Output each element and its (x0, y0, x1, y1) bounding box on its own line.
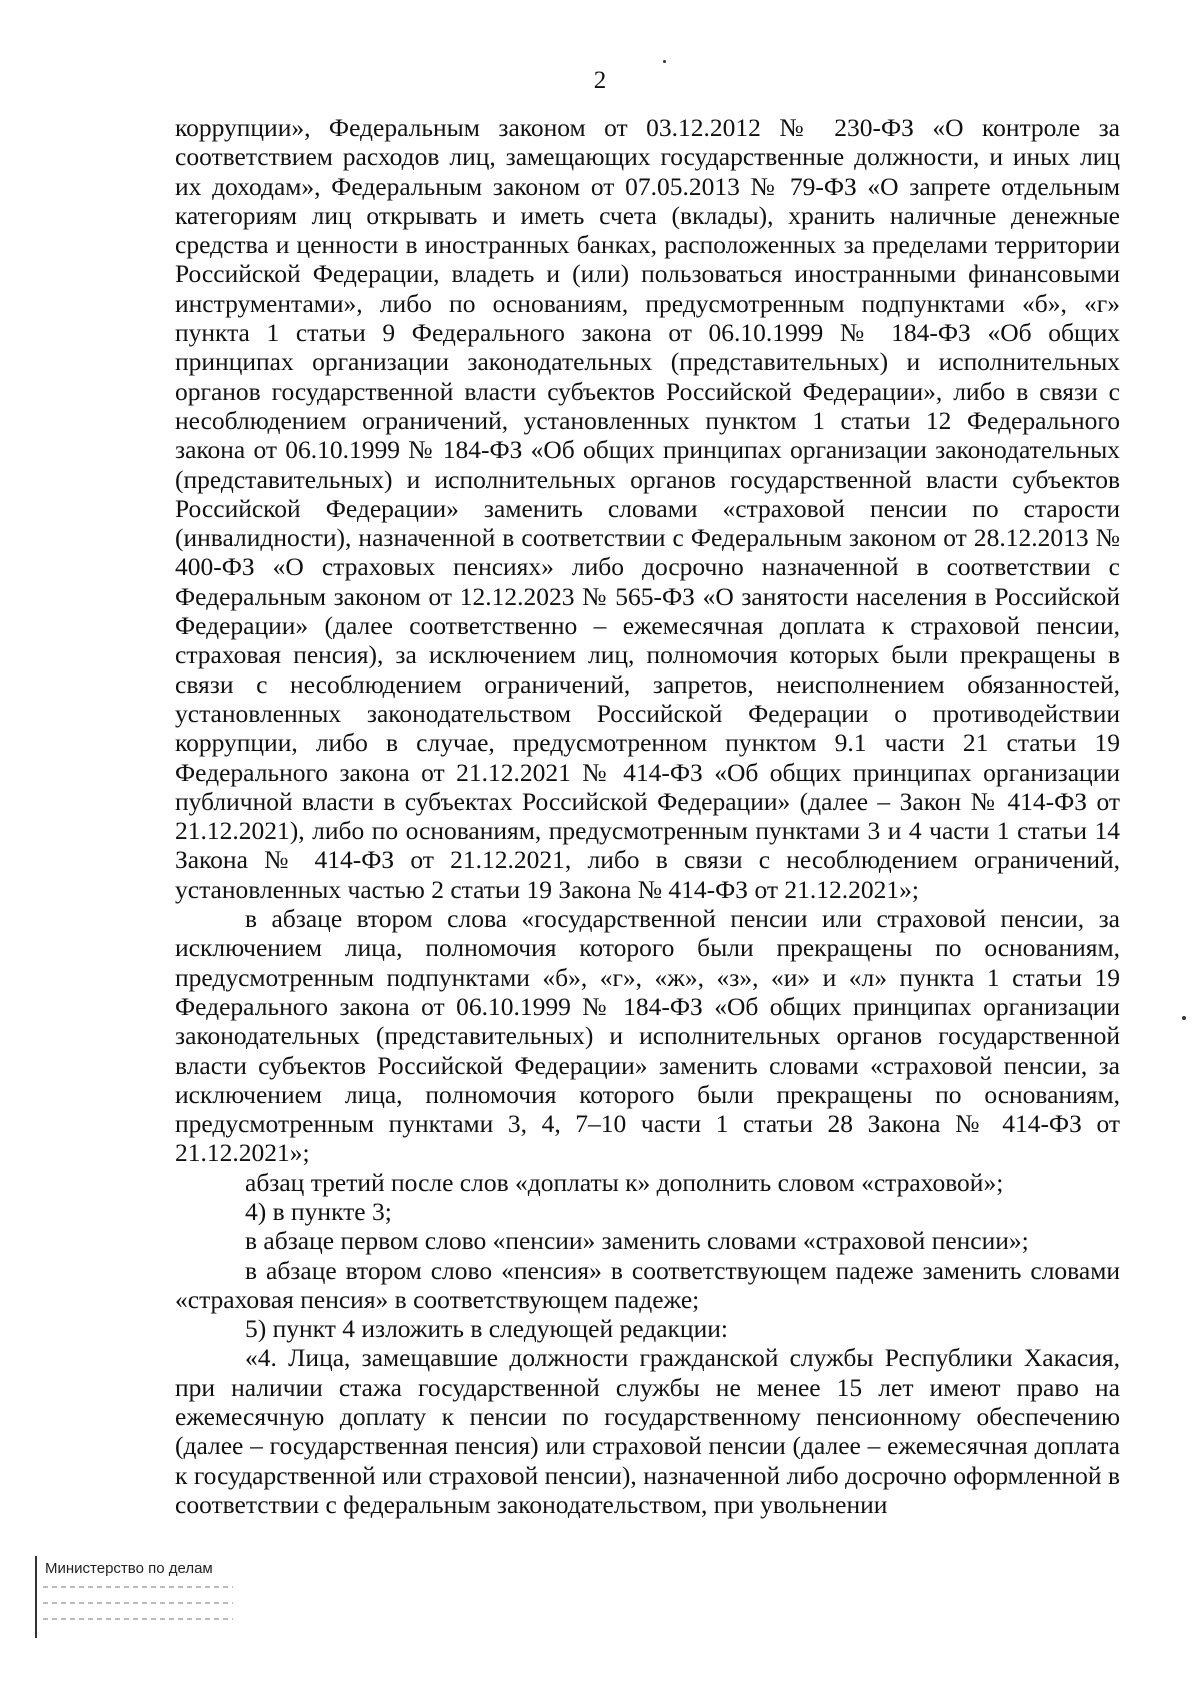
page-number: 2 (593, 67, 607, 94)
paragraph: абзац третий после слов «доплаты к» дополнить словом «страховой»; (245, 1167, 1004, 1197)
paragraph: в абзаце втором слова «государственной пенсии или страховой пенсии, за исключением лица, полномочия которого были прекращены по основаниям, предусмотренным подпунктами «б», «г», «ж», «з», «и» и «л» пункта 1 статьи 19 Федерального закона от 06.10.1999 № 184-ФЗ «Об общих принципах организации законодательных (представительных) и исполнительных органов государственной власти субъектов Российской Федерации» заменить словами «страховой пенсии, за исключением лица, полномочия которого были прекращены по основаниям, предусмотренным пунктами 3, 4, 7–10 части 1 статьи 28 Закона № 414-ФЗ от 21.12.2021»; (175, 904, 1120, 1168)
stamp-title: Министерство по делам (45, 1560, 213, 1577)
scan-artifact-dot (663, 60, 666, 63)
paragraph: коррупции», Федеральным законом от 03.12.2012 № 230-ФЗ «О контроле за соответствием расходов лиц, замещающих государственные должности, и иных лиц их доходам», Федеральным законом от 07.05.2013 № 79-ФЗ «О запрете отдельным категориям лиц открывать и иметь счета (вклады), хранить наличные денежные средства и ценности в иностранных банках, расположенных за пределами территории Российской Федерации, владеть и (или) пользоваться иностранными финансовыми инструментами», либо по основаниям, предусмотренным подпунктами «б», «г» пункта 1 статьи 9 Федерального закона от 06.10.1999 № 184-ФЗ «Об общих принципах организации законодательных (представительных) и исполнительных органов государственной власти субъектов Российской Федерации», либо в связи с несоблюдением ограничений, установленных пунктом 1 статьи 12 Федерального закона от 06.10.1999 № 184-ФЗ «Об общих принципах организации законодательных (представительных) и исполнительных органов государственной власти субъектов Российской Федерации» заменить словами «страховой пенсии по старости (инвалидности), назначенной в соответствии с Федеральным законом от 28.12.2013 № 400-ФЗ «О страховых пенсиях» либо досрочно назначенной в соответствии с Федеральным законом от 12.12.2023 № 565-ФЗ «О занятости населения в Российской Федерации» (далее соответственно – ежемесячная доплата к страховой пенсии, страховая пенсия), за исключением лиц, полномочия которых были прекращены в связи с несоблюдением ограничений, запретов, неисполнением обязанностей, установленных законодательством Российской Федерации о противодействии коррупции, либо в случае, предусмотренном пунктом 9.1 части 21 статьи 19 Федерального закона от 21.12.2021 № 414-ФЗ «Об общих принципах организации публичной власти в субъектах Российской Федерации» (далее – Закон № 414-ФЗ от 21.12.2021), либо по основаниям, предусмотренным пунктами 3 и 4 части 1 статьи 14 Закона № 414-ФЗ от 21.12.2021, либо в связи с несоблюдением ограничений, установленных частью 2 статьи 19 Закона № 414-ФЗ от 21.12.2021»; (175, 113, 1120, 904)
scan-artifact-dot (1182, 1016, 1186, 1020)
paragraph: в абзаце первом слово «пенсии» заменить словами «страховой пенсии»; (245, 1226, 1029, 1256)
paragraph: 5) пункт 4 изложить в следующей редакции: (245, 1314, 728, 1344)
registration-stamp (35, 1556, 242, 1638)
document-body (175, 113, 1120, 1519)
paragraph: «4. Лица, замещавшие должности гражданской службы Республики Хакасия, при наличии стажа государственной службы не менее 15 лет имеют право на ежемесячную доплату к пенсии по государственному пенсионному обеспечению (далее – государственная пенсия) или страховой пенсии (далее – ежемесячная доплата к государственной или страховой пенсии), назначенной либо досрочно оформленной в соответствии с федеральным законодательством, при увольнении (175, 1343, 1120, 1519)
paragraph: в абзаце втором слово «пенсия» в соответствующем падеже заменить словами «страховая пенсия» в соответствующем падеже; (175, 1255, 1120, 1314)
stamp-faded-lines (43, 1586, 233, 1634)
paragraph: 4) в пункте 3; (245, 1196, 392, 1226)
